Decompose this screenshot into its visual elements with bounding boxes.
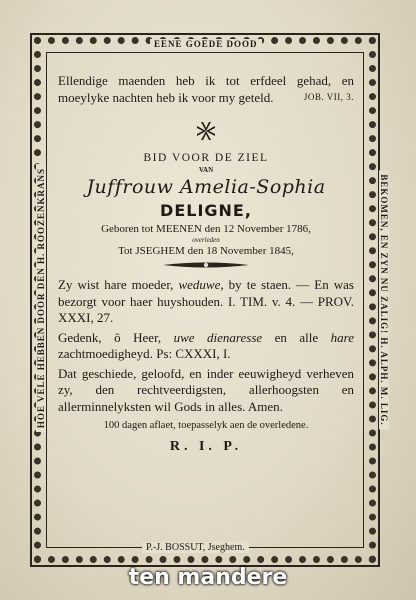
border-right-text: BEKOMEN, EN ZYN NU ZALIG! H. ALPH. M. LIG.: [379, 170, 389, 429]
quote-text: Ellendige maenden heb ik tot erfdeel gehad, en moeylyke nachten heb ik voor my geteld.: [58, 73, 354, 105]
watermark-text: ten mandere: [128, 565, 288, 590]
bio-italic-weduwe: weduwe: [178, 277, 221, 292]
prayer1-italic-2: hare: [330, 329, 354, 345]
maltese-cross-icon: [58, 120, 354, 146]
indulgence-note: 100 dagen aflaet, toepasselyk aen de overledene.: [103, 420, 309, 431]
prayer1-part-1: Gedenk, ô Heer,: [58, 329, 162, 345]
deceased-name: Juffrouw Amelia-Sophia: [86, 176, 326, 198]
deceased-surname: DELIGNE,: [160, 201, 252, 220]
biography-text: [58, 277, 354, 327]
bible-quote: [58, 72, 354, 106]
birth-line: Geboren tot MEENEN den 12 November 1786,: [101, 223, 311, 235]
border-top-text: EENE GOEDE DOOD: [150, 39, 262, 49]
ornamental-divider: [58, 261, 354, 269]
bio-part-2: , by te staen. — En was bezorgt voor haer huyshouden. I. TIM. v. 4. — PROV. XXXI, 27.: [58, 277, 354, 325]
prayer1-reference: Ps: CXXXI, I.: [156, 346, 231, 361]
prayer-remember: [58, 330, 354, 363]
border-left-text: HOE VELE HEBBEN DOOR DEN H. ROOZENKRANS: [36, 164, 46, 432]
death-line: Tot JSEGHEM den 18 November 1845,: [118, 245, 294, 257]
prayer1-part-2: en alle: [274, 329, 319, 345]
overleden-label: overleden: [192, 236, 220, 244]
prayer-amen: Dat geschiede, geloofd, en inder eeuwigheyd verheven zy, den rechtveerdigsten, allerhoogsten en allerminnelyksten wil Gods in alles. Amen.: [58, 365, 354, 414]
prayer-heading: BID VOOR DE ZIEL: [143, 152, 269, 164]
prayer1-part-3: zachtmoedigheyd.: [58, 346, 153, 361]
rip-text: R. I. P.: [169, 439, 243, 454]
border-bottom-text: P.-J. BOSSUT, Jseghem.: [142, 542, 249, 553]
prayer1-italic-1: uwe dienaresse: [173, 329, 263, 345]
van-label: VAN: [198, 166, 214, 174]
card-content: [58, 72, 354, 455]
cross-icon: [195, 120, 217, 142]
bio-part-1: Zy wist hare moeder,: [58, 277, 174, 292]
quote-reference: JOB. VII, 3.: [303, 92, 354, 102]
